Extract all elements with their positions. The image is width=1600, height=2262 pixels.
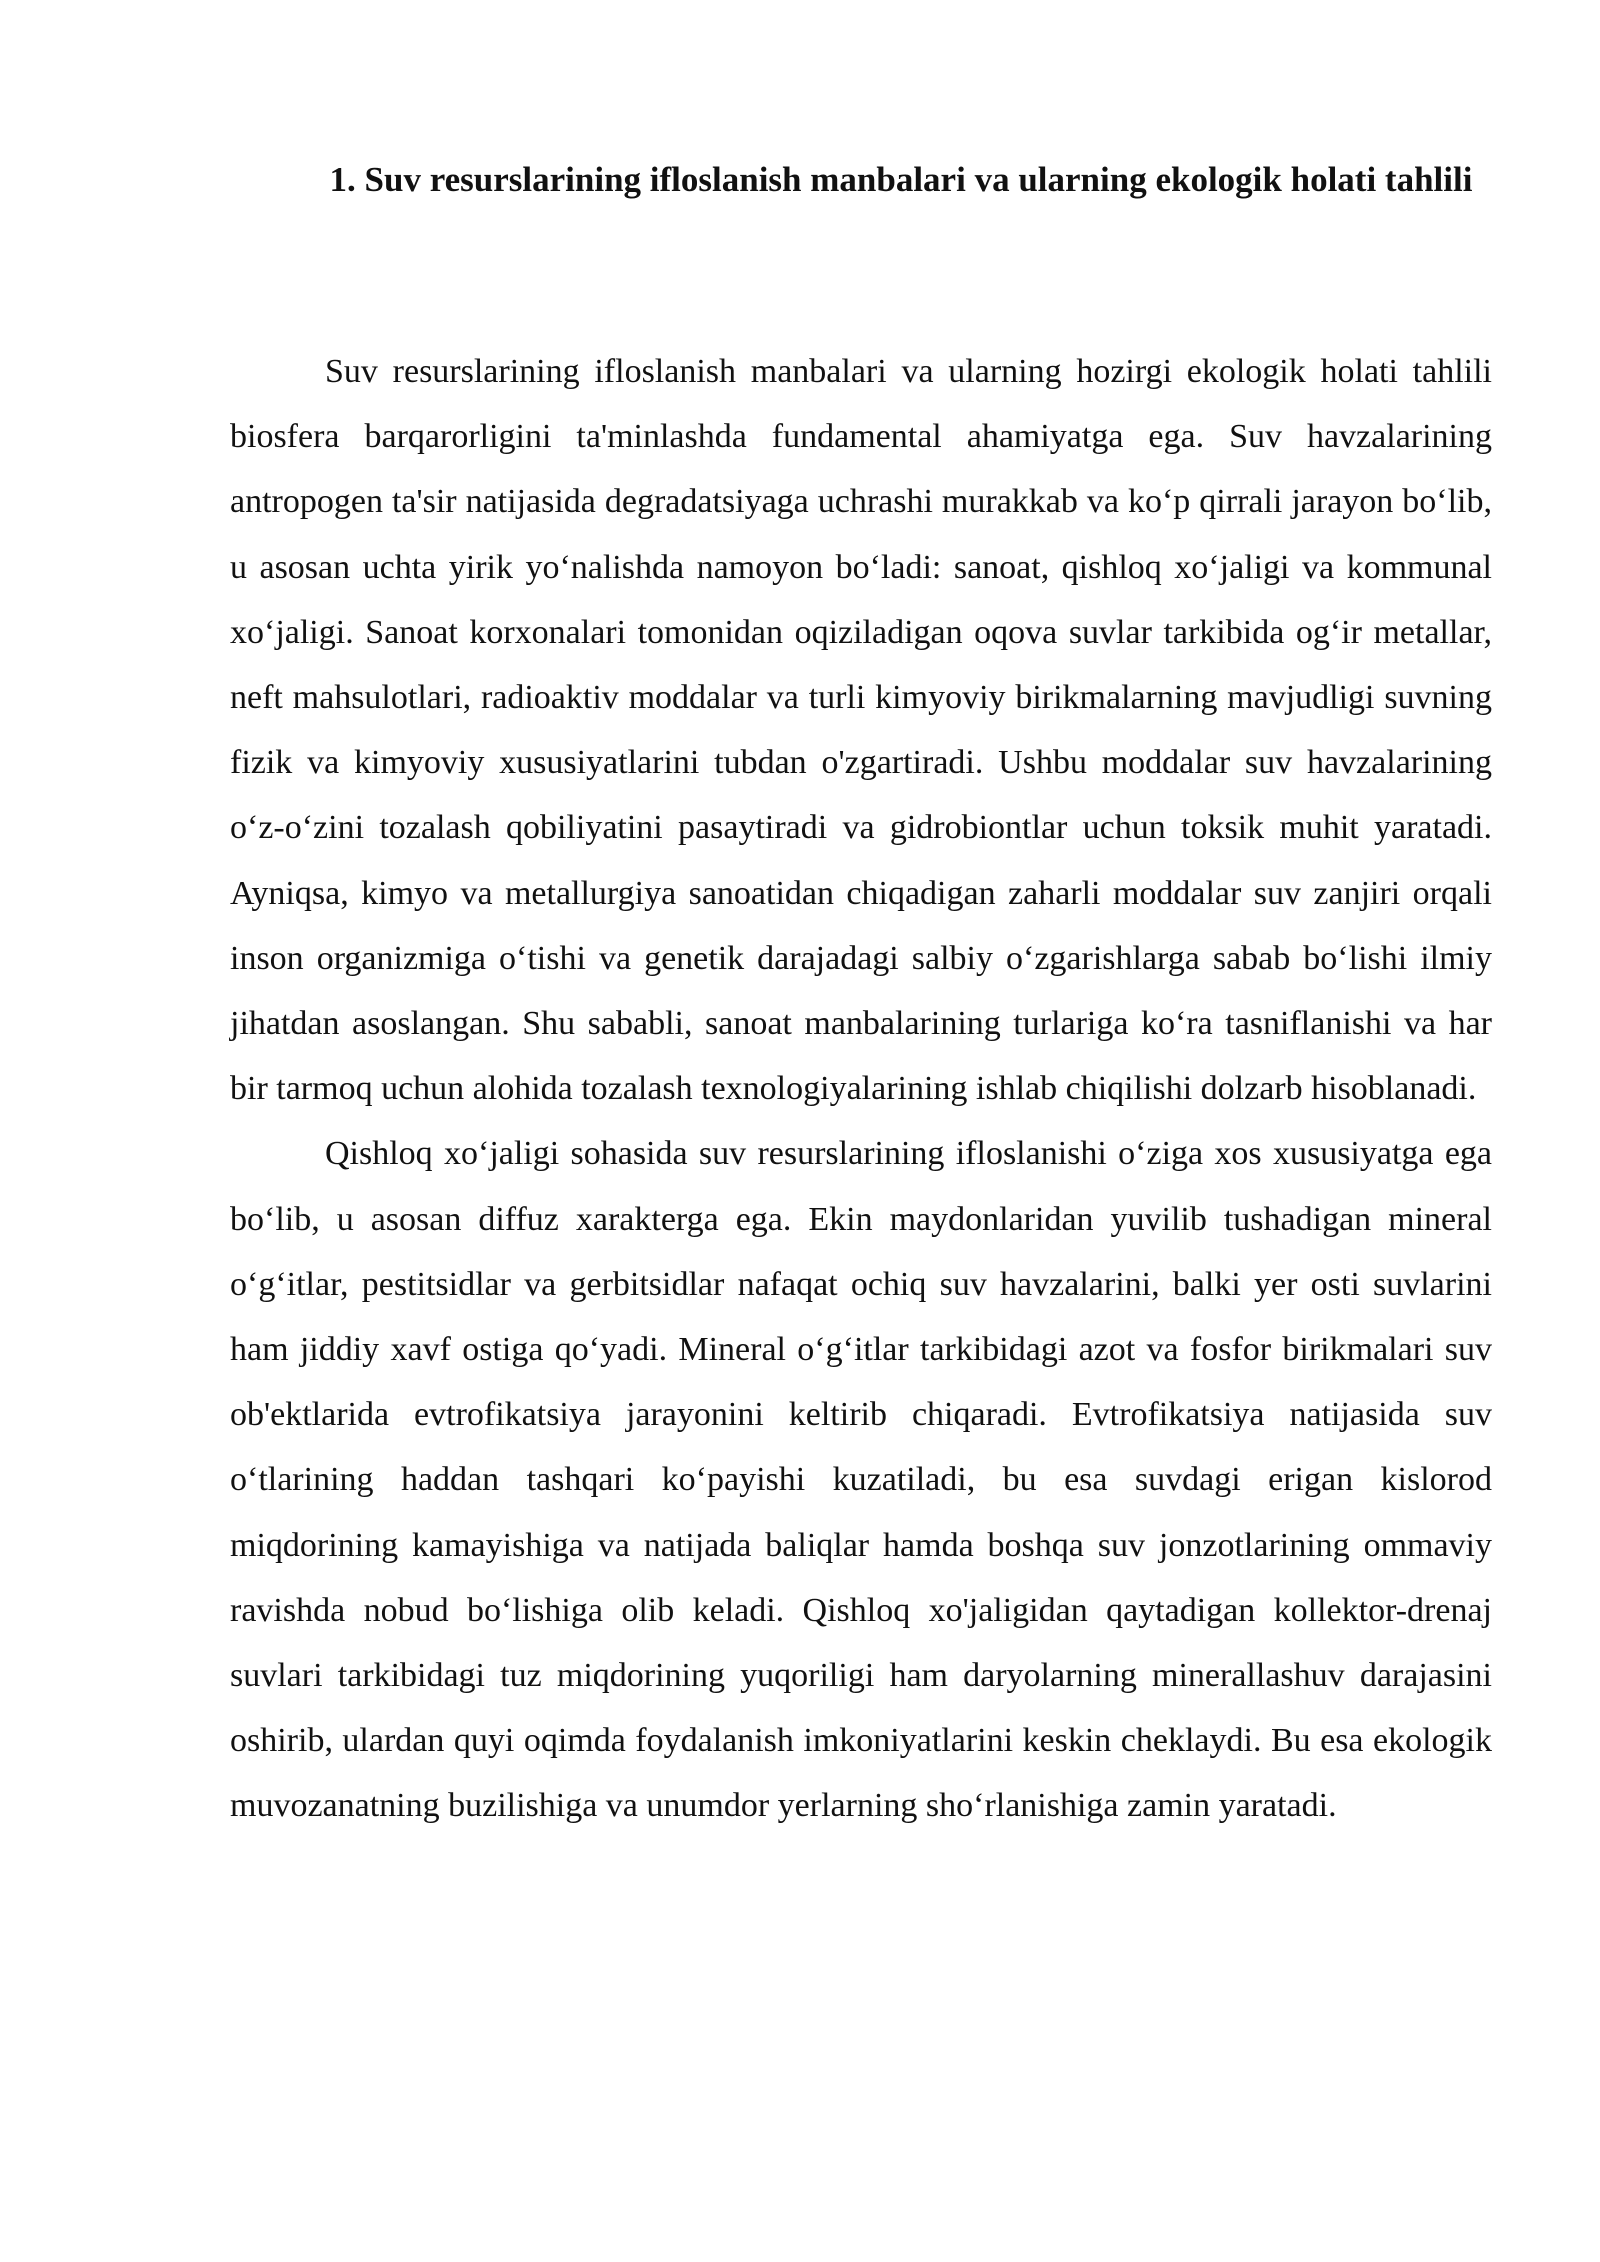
document-body xyxy=(230,339,1492,1839)
section-heading: 1. Suv resurslarining ifloslanish manbalari va ularning ekologik holati tahlili xyxy=(329,160,1473,199)
paragraph-industrial-pollution: Suv resurslarining ifloslanish manbalari va ularning hozirgi ekologik holati tahlili biosfera barqarorligini ta'minlashda fundamental ahamiyatga ega. Suv havzalarining antropogen ta'sir natijasida degradatsiyaga uchrashi murakkab va ko‘p qirrali jarayon bo‘lib, u asosan uchta yirik yo‘nalishda namoyon bo‘ladi: sanoat, qishloq xo‘jaligi va kommunal xo‘jaligi. Sanoat korxonalari tomonidan oqiziladigan oqova suvlar tarkibida og‘ir metallar, neft mahsulotlari, radioaktiv moddalar va turli kimyoviy birikmalarning mavjudligi suvning fizik va kimyoviy xususiyatlarini tubdan o'zgartiradi. Ushbu moddalar suv havzalarining o‘z-o‘zini tozalash qobiliyatini pasaytiradi va gidrobiontlar uchun toksik muhit yaratadi. Ayniqsa, kimyo va metallurgiya sanoatidan chiqadigan zaharli moddalar suv zanjiri orqali inson organizmiga o‘tishi va genetik darajadagi salbiy o‘zgarishlarga sabab bo‘lishi ilmiy jihatdan asoslangan. Shu sababli, sanoat manbalarining turlariga ko‘ra tasniflanishi va har bir tarmoq uchun alohida tozalash texnologiyalarining ishlab chiqilishi dolzarb hisoblanadi. xyxy=(230,353,1492,1108)
paragraph-agricultural-pollution: Qishloq xo‘jaligi sohasida suv resurslarining ifloslanishi o‘ziga xos xususiyatga ega bo‘lib, u asosan diffuz xarakterga ega. Ekin maydonlaridan yuvilib tushadigan mineral o‘g‘itlar, pestitsidlar va gerbitsidlar nafaqat ochiq suv havzalarini, balki yer osti suvlarini ham jiddiy xavf ostiga qo‘yadi. Mineral o‘g‘itlar tarkibidagi azot va fosfor birikmalari suv ob'ektlarida evtrofikatsiya jarayonini keltirib chiqaradi. Evtrofikatsiya natijasida suv o‘tlarining haddan tashqari ko‘payishi kuzatiladi, bu esa suvdagi erigan kislorod miqdorining kamayishiga va natijada baliqlar hamda boshqa suv jonzotlarining ommaviy ravishda nobud bo‘lishiga olib keladi. Qishloq xo'jaligidan qaytadigan kollektor-drenaj suvlari tarkibidagi tuz miqdorining yuqoriligi ham daryolarning minerallashuv darajasini oshirib, ulardan quyi oqimda foydalanish imkoniyatlarini keskin cheklaydi. Bu esa ekologik muvozanatning buzilishiga va unumdor yerlarning sho‘rlanishiga zamin yaratadi. xyxy=(230,1135,1492,1825)
